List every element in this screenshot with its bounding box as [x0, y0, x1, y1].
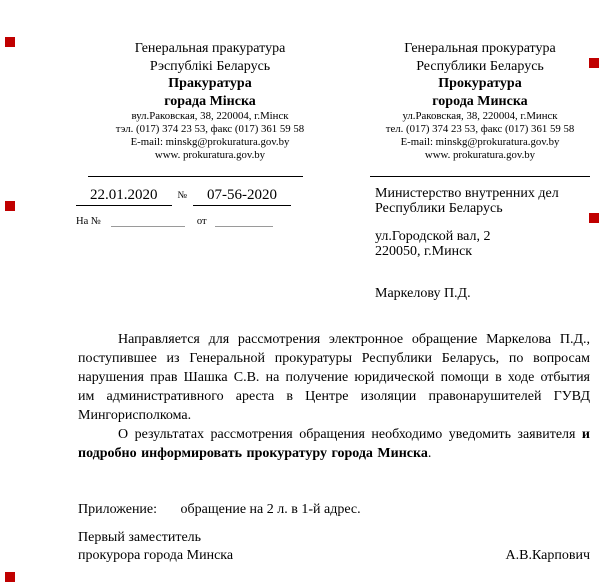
recipient-block [375, 186, 595, 301]
org-name-line: Генеральная пракуратура [134, 41, 286, 56]
office-email: E-mail: minskg@prokuratura.gov.by [130, 136, 290, 148]
org-name-line: Рэспублікі Беларусь [149, 58, 271, 74]
letterhead-russian [358, 40, 602, 162]
incoming-date-blank [215, 215, 273, 227]
office-title-line: горада Мінска [164, 93, 256, 109]
letterhead-belarusian [86, 40, 334, 162]
ot-label: от [196, 216, 207, 227]
signer-position-line: Первый заместитель [78, 530, 202, 545]
na-no-label: На № [76, 216, 101, 227]
recipient-org-line: Республики Беларусь [375, 201, 503, 216]
office-address: ул.Раковская, 38, 220004, г.Минск [402, 110, 558, 122]
body-paragraph-2-bold: и подробно информировать прокуратуру города Минска [78, 427, 590, 461]
body-paragraph-2 [78, 425, 590, 463]
outgoing-reference-row [76, 187, 326, 206]
body-paragraph-2-period: . [427, 446, 432, 461]
outgoing-date: 22.01.2020 [76, 187, 172, 206]
office-address: вул.Раковская, 38, 220004, г.Мінск [131, 110, 289, 122]
recipient-address-line: ул.Городской вал, 2 [375, 229, 491, 244]
body-paragraph-2-regular: О результатах рассмотрения обращения необходимо уведомить заявителя [118, 427, 582, 442]
office-title-line: Прокуратура [438, 76, 522, 91]
letter-body [78, 330, 590, 463]
recipient-address-line: 220050, г.Минск [375, 244, 473, 259]
attachment-label: Приложение: [78, 502, 158, 517]
attachment-line [78, 502, 361, 518]
reference-block [76, 187, 326, 227]
red-marker [5, 201, 15, 211]
signature-row [78, 547, 590, 565]
incoming-number-blank [111, 215, 185, 227]
recipient-org-line: Министерство внутренних дел [375, 186, 559, 201]
body-paragraph-1: Направляется для рассмотрения электронное обращение Маркелова П.Д., поступившее из Генеральной прокуратуры Республики Беларусь, по вопросам нарушения прав Шашка С.В. на получение юридической помощи в ходе отбытия им административного ареста в Центре изоляции правонарушителей ГУВД Мингорисполкома. [78, 332, 590, 423]
office-phone: тэл. (017) 374 23 53, факс (017) 361 59 58 [115, 123, 305, 135]
red-marker [5, 572, 15, 582]
org-name-line: Генеральная прокуратура [404, 41, 556, 56]
office-phone: тел. (017) 374 23 53, факс (017) 361 59 58 [385, 123, 575, 135]
office-email: E-mail: minskg@prokuratura.gov.by [400, 136, 560, 148]
office-title-line: Пракуратура [168, 76, 252, 91]
spacer [375, 216, 595, 229]
number-sign: № [177, 190, 188, 201]
office-website: www. prokuratura.gov.by [154, 149, 266, 161]
office-title-line: города Минска [432, 93, 528, 109]
letterhead-rule-left [88, 176, 303, 177]
outgoing-number: 07-56-2020 [193, 187, 291, 206]
incoming-reference-row [76, 215, 326, 227]
recipient-person: Маркелову П.Д. [375, 286, 471, 301]
signer-name: А.В.Карпович [505, 548, 590, 563]
red-marker [5, 37, 15, 47]
office-website: www. prokuratura.gov.by [424, 149, 536, 161]
letterhead-rule-right [370, 176, 590, 177]
signature-block [78, 529, 590, 565]
attachment-text: обращение на 2 л. в 1-й адрес. [180, 502, 361, 517]
org-name-line: Республики Беларусь [416, 58, 544, 74]
signer-position-line: прокурора города Минска [78, 548, 234, 563]
